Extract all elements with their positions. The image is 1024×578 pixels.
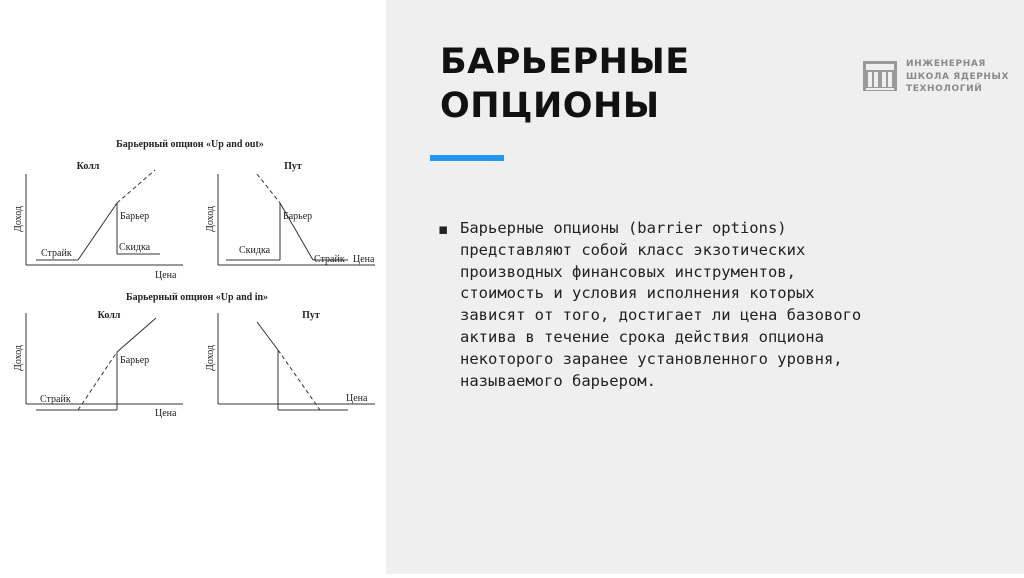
- up-out-put-barrier-label: Барьер: [283, 211, 313, 222]
- slide-title-line: ОПЦИОНЫ: [440, 86, 660, 126]
- up-out-call-rebate-label: Скидка: [119, 242, 151, 253]
- up-out-put-xlabel: Цена: [353, 254, 375, 265]
- bullet-line: стоимость и условия исполнения которых: [460, 284, 815, 303]
- up-out-call-barrier-label: Барьер: [120, 211, 150, 222]
- slide-title-line: БАРЬЕРНЫЕ: [440, 42, 690, 82]
- up-out-call-strike-label: Страйк: [41, 248, 72, 259]
- up-in-call-chart: [13, 310, 183, 419]
- logo-text-line: ИНЖЕНЕРНАЯ: [906, 59, 986, 69]
- up-in-put-title: Пут: [302, 310, 320, 321]
- bullet-line: актива в течение срока действия опциона: [460, 327, 824, 346]
- bullet-line: называемого барьером.: [460, 371, 656, 390]
- up-in-put-chart: [205, 310, 375, 410]
- slide-title: [440, 40, 690, 128]
- logo-text-line: ТЕХНОЛОГИЙ: [906, 84, 983, 94]
- building-logo-icon: [862, 58, 898, 94]
- up-out-put-rebate-label: Скидка: [239, 245, 271, 256]
- bullet-line: производных финансовых инструментов,: [460, 262, 796, 281]
- figure-panel: [0, 0, 386, 574]
- up-out-call-payoff-line: [78, 203, 117, 260]
- up-out-call-chart: [13, 161, 183, 281]
- bullet-line: Барьерные опционы (barrier options): [460, 219, 787, 237]
- up-in-call-dashed-line: [78, 352, 117, 410]
- title-accent-bar: [430, 155, 504, 161]
- barrier-options-figure: [0, 0, 386, 574]
- up-out-call-xlabel: Цена: [155, 270, 177, 281]
- up-out-call-ylabel: Доход: [13, 206, 24, 232]
- up-out-put-ylabel: Доход: [205, 206, 216, 232]
- bullet-line: зависят от того, достигает ли цена базового: [460, 306, 862, 325]
- logo-text: [906, 58, 1009, 96]
- bullet-line: некоторого заранее установленного уровня,: [460, 349, 843, 368]
- up-out-put-title: Пут: [284, 161, 302, 172]
- up-in-put-ylabel: Доход: [205, 345, 216, 371]
- up-in-put-xlabel: Цена: [346, 393, 368, 404]
- logo-text-line: ШКОЛА ЯДЕРНЫХ: [906, 71, 1009, 82]
- up-in-call-strike-label: Страйк: [40, 394, 71, 405]
- bullet-line: представляют собой класс экзотических: [460, 240, 806, 259]
- up-in-heading: Барьерный опцион «Up and in»: [125, 292, 269, 303]
- up-out-put-strike-label: Страйк: [314, 254, 345, 265]
- up-out-put-dashed-line: [257, 174, 280, 203]
- up-in-put-payoff-line: [257, 322, 278, 350]
- up-out-call-dashed-line: [117, 170, 155, 203]
- up-in-call-barrier-label: Барьер: [120, 355, 150, 366]
- bullet-marker-icon: ▪: [438, 220, 449, 238]
- up-out-put-chart: [205, 161, 375, 265]
- bullet-text: [460, 218, 970, 392]
- up-in-call-ylabel: Доход: [13, 345, 24, 371]
- up-in-put-dashed-line: [278, 350, 320, 410]
- school-logo: [862, 58, 1012, 98]
- up-in-call-xlabel: Цена: [155, 408, 177, 419]
- up-out-call-title: Колл: [76, 161, 100, 172]
- up-in-call-title: Колл: [97, 310, 121, 321]
- up-out-heading: Барьерный опцион «Up and out»: [116, 139, 264, 150]
- up-in-call-payoff-line: [117, 318, 156, 352]
